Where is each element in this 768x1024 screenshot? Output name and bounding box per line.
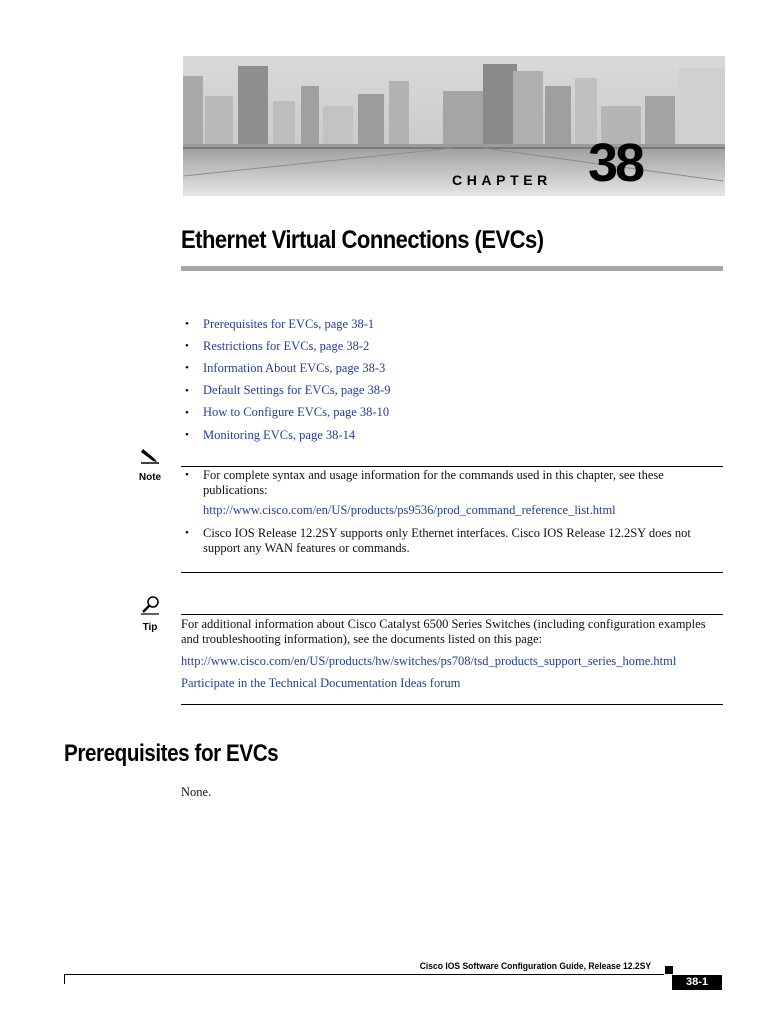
bullet-icon: • [185,469,189,481]
toc-item [185,424,390,446]
toc-item [185,335,390,357]
bullet-icon: • [185,527,189,539]
bullet-icon: • [185,362,189,375]
page-number-badge: 38-1 [672,975,722,990]
toc-item [185,313,390,335]
tip-icon-block [135,595,165,633]
bullet-icon: • [185,406,189,419]
magnifier-icon [139,602,161,619]
toc-item [185,402,390,424]
note-url-row [203,503,720,518]
toc-item [185,357,390,379]
section-heading: Prerequisites for EVCs [64,740,279,767]
note-text: For complete syntax and usage information for the commands used in this chapter, see these publications: [203,468,664,497]
pencil-icon [139,452,161,469]
chapter-label: CHAPTER [452,172,552,188]
toc-link-information[interactable]: Information About EVCs, page 38-3 [203,360,386,375]
note-item [185,468,720,498]
footer-guide-title: Cisco IOS Software Configuration Guide, Release 12.2SY [419,961,651,972]
tip-text: For additional information about Cisco Catalyst 6500 Series Switches (including configuration examples and troubleshooting information), see the documents listed on this page: [181,617,706,646]
page-title: Ethernet Virtual Connections (EVCs) [181,226,544,254]
section-body-text: None. [181,785,212,799]
toc-item [185,380,390,402]
title-rule [181,266,723,271]
note-content [185,468,720,561]
toc-link-restrictions[interactable]: Restrictions for EVCs, page 38-2 [203,338,370,353]
chapter-number: 38 [588,133,643,193]
note-label: Note [138,472,162,483]
toc-link-prerequisites[interactable]: Prerequisites for EVCs, page 38-1 [203,316,375,331]
bullet-icon: • [185,318,189,331]
tip-top-rule [181,614,723,615]
toc-link-monitoring[interactable]: Monitoring EVCs, page 38-14 [203,427,356,442]
toc-link-how-to-configure[interactable]: How to Configure EVCs, page 38-10 [203,405,390,420]
bullet-icon: • [185,429,189,442]
footer-tick [64,974,65,984]
note-item [185,526,720,556]
tip-bottom-rule [181,704,723,705]
tip-label: Tip [142,622,158,633]
bullet-icon: • [185,384,189,397]
chapter-toc-list [185,313,390,446]
tip-content [181,617,726,698]
command-reference-link[interactable]: http://www.cisco.com/en/US/products/ps9536/prod_command_reference_list.html [203,503,616,517]
footer-rule [64,974,664,975]
note-top-rule [181,466,723,467]
bullet-icon: • [185,340,189,353]
toc-link-default-settings[interactable]: Default Settings for EVCs, page 38-9 [203,383,391,398]
note-icon-block [135,447,165,483]
ideas-forum-link[interactable]: Participate in the Technical Documentation Ideas forum [181,676,461,690]
support-series-link[interactable]: http://www.cisco.com/en/US/products/hw/switches/ps708/tsd_products_support_series_home.html [181,654,677,668]
note-text: Cisco IOS Release 12.2SY supports only Ethernet interfaces. Cisco IOS Release 12.2SY does not support any WAN features or commands. [203,526,691,555]
footer-marker [665,966,673,974]
note-bottom-rule [181,572,723,573]
